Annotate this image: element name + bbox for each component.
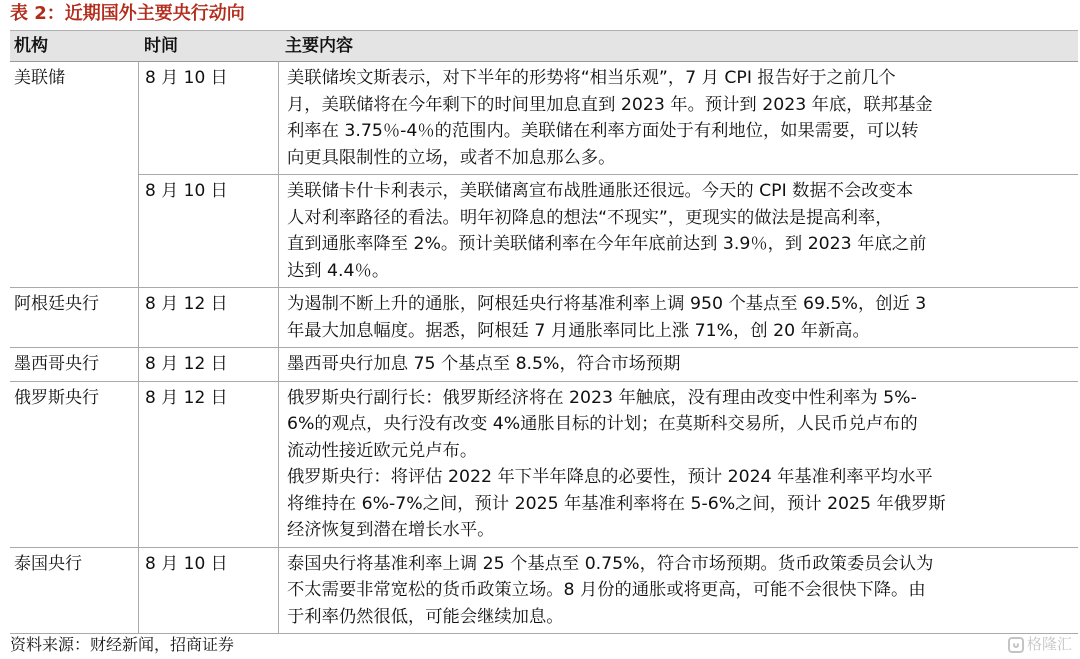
central-bank-table [10,30,1078,634]
content-line: 为遏制不断上升的通胀，阿根廷央行将基准利率上调 950 个基点至 69.5%，创近 3 [287,294,927,314]
table-body [10,62,1078,634]
content-line: 不太需要非常宽松的货币政策立场。8 月份的通胀或将更高，可能不会很快下降。由 [287,580,926,600]
content-line: 经济恢复到潜在增长水平。 [287,520,495,540]
content-cell [278,548,1078,634]
content-cell [278,382,1078,547]
content-line: 墨西哥央行加息 75 个基点至 8.5%，符合市场预期 [287,354,681,374]
source-note: 资料来源：财经新闻，招商证券 [10,635,235,654]
content-line: 向更具限制性的立场，或者不加息那么多。 [287,147,616,168]
entry [138,288,1078,347]
watermark-text: 格隆汇 [1026,635,1072,653]
gelonghui-logo-icon [1008,637,1024,653]
table-header [10,30,1078,62]
content-line: 俄罗斯央行副行长：俄罗斯经济将在 2023 年触底，没有理由改变中性利率为 5%- [287,387,917,408]
content-cell [278,288,1078,347]
entry [138,382,1078,547]
content-line: 泰国央行将基准利率上调 25 个基点至 0.75%，符合市场预期。货币政策委员会认为 [287,553,934,574]
table-row [10,62,1078,288]
header-time: 时间 [144,36,178,56]
content-line: 俄罗斯央行：将评估 2022 年下半年降息的必要性，预计 2024 年基准利率平均水平 [287,467,933,487]
institution-cell: 泰国央行 [14,553,82,574]
content-line: 6%的观点，央行没有改变 4%通胀目标的计划；在莫斯科交易所，人民币兑卢布的 [287,414,918,434]
content-line: 达到 4.4％。 [287,260,390,281]
institution-cell: 墨西哥央行 [14,354,99,374]
content-line: 人对利率路径的看法。明年初降息的想法“不现实”，更现实的做法是提高利率， [287,207,893,228]
entry [138,174,1078,287]
content-line: 将维持在 6%-7%之间，预计 2025 年基准利率将在 5-6%之间，预计 2025 年俄罗斯 [287,493,946,514]
date-cell: 8 月 12 日 [145,354,228,374]
institution-cell: 美联储 [14,68,65,88]
table-row [10,348,1078,382]
table-row [10,548,1078,635]
date-cell: 8 月 12 日 [145,387,228,408]
watermark [1008,632,1072,656]
content-line: 年最大加息幅度。据悉，阿根廷 7 月通胀率同比上涨 71%，创 20 年新高。 [287,320,870,341]
date-cell: 8 月 10 日 [145,68,228,88]
entry [138,548,1078,634]
content-line: 美联储卡什卡利表示，美联储离宣布战胜通胀还很远。今天的 CPI 数据不会改变本 [287,181,914,201]
content-line: 美联储埃文斯表示，对下半年的形势将“相当乐观”，7 月 CPI 报告好于之前几个 [287,68,896,88]
content-line: 于利率仍然很低，可能会继续加息。 [287,606,564,627]
header-content: 主要内容 [285,36,353,56]
institution-cell: 俄罗斯央行 [14,387,99,408]
header-institution: 机构 [14,36,48,56]
content-cell [278,62,1078,174]
table-title: 表 2：近期国外主要央行动向 [10,3,245,24]
table-row [10,288,1078,348]
content-line: 利率在 3.75％-4％的范围内。美联储在利率方面处于有利地位，如果需要，可以转 [287,121,919,141]
content-cell [278,348,1078,381]
institution-cell: 阿根廷央行 [14,294,99,314]
date-cell: 8 月 10 日 [145,181,228,201]
date-cell: 8 月 12 日 [145,294,228,314]
entry [138,348,1078,381]
content-line: 流动性接近欧元兑卢布。 [287,440,478,461]
date-cell: 8 月 10 日 [145,553,228,574]
content-line: 直到通胀率降至 2%。预计美联储利率在今年年底前达到 3.9％，到 2023 年底之前 [287,234,927,254]
content-cell [278,175,1078,287]
content-line: 月，美联储将在今年剩下的时间里加息直到 2023 年。预计到 2023 年底，联邦基金 [287,94,933,115]
entry [138,62,1078,174]
table-row [10,382,1078,548]
